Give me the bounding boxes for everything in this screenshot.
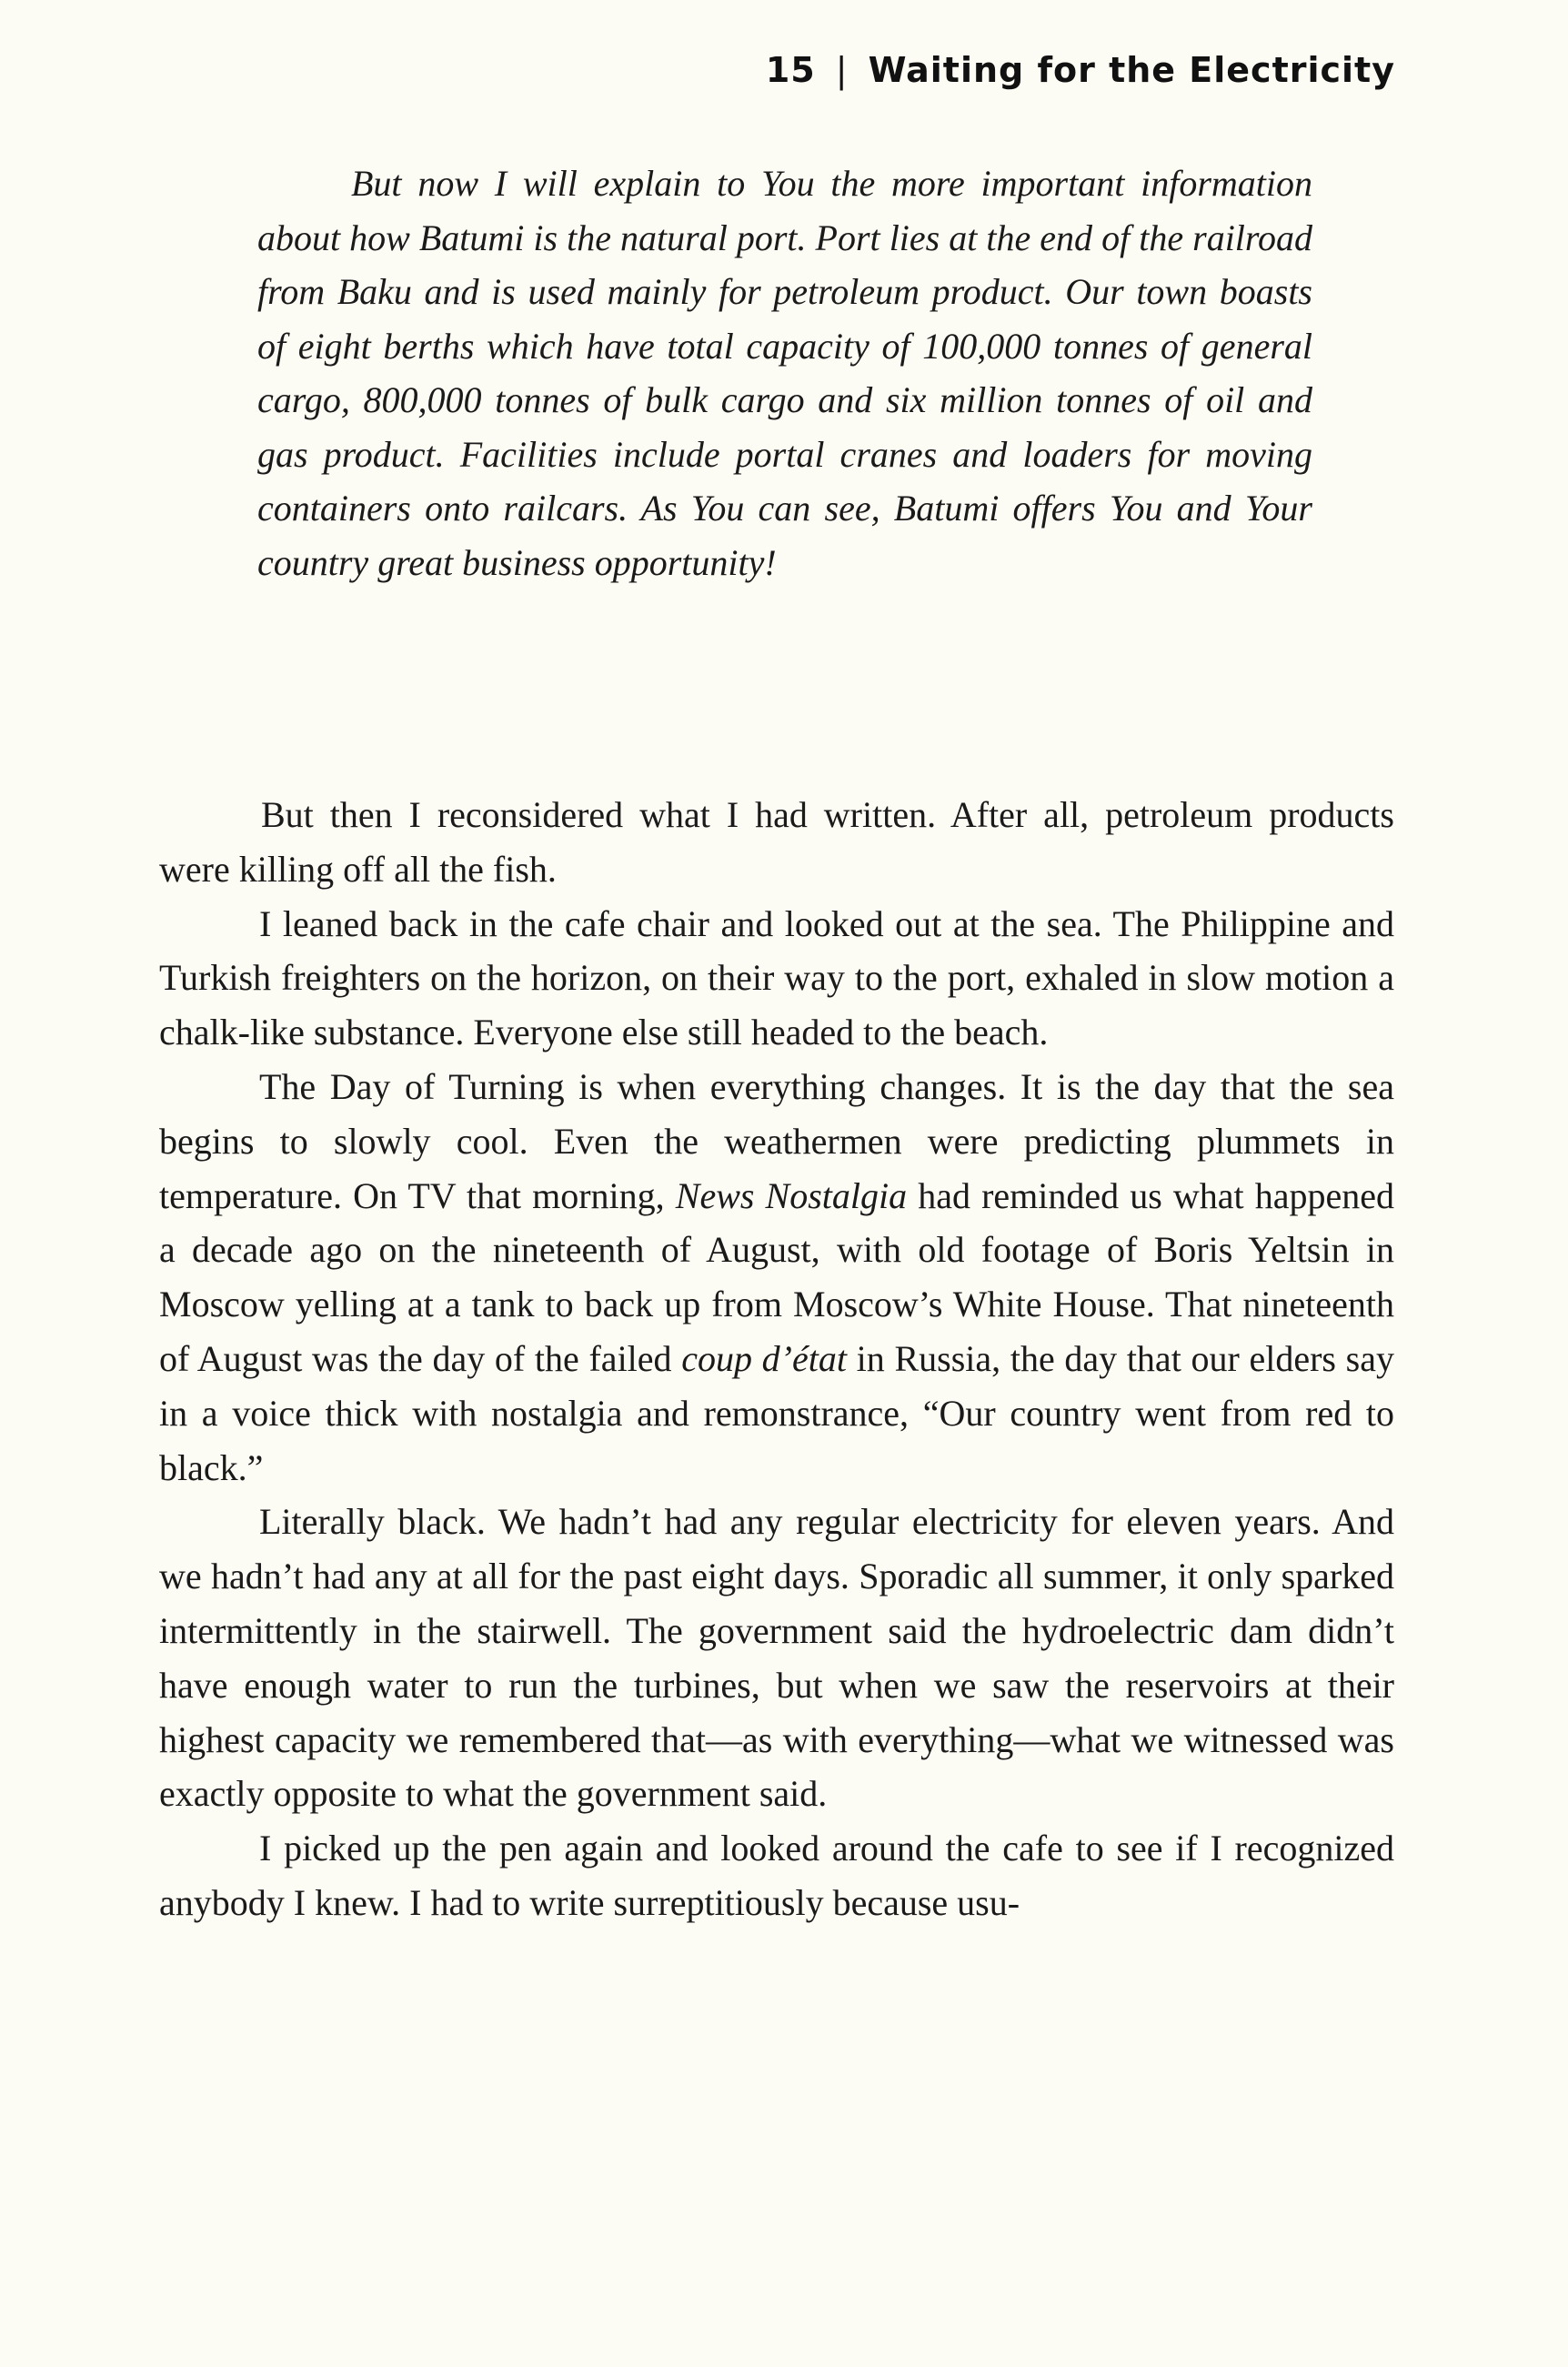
paragraph-3 [159,1060,1394,1495]
paragraph-1: But then I reconsidered what I had written. After all, petroleum products were killing off all the fish. [159,794,1394,890]
running-title: Waiting for the Electricity [868,50,1395,90]
paragraph-4: Literally black. We hadn’t had any regular electricity for eleven years. And we hadn’t had any at all for the past eight days. Sporadic all summer, it only sparked intermittently in the stairwell. The government said the hydroelectric dam didn’t have enough water to run the turbines, but when we saw the reservoirs at their highest capacity we remembered that—as with everything—what we witnessed was exactly opposite to what the government said. [159,1501,1394,1815]
letter-excerpt [257,156,1312,589]
coup-phrase: coup d’état [681,1337,847,1379]
paragraph-3-text-b: had reminded us what happened a decade ago on the nineteenth of August, with old footage of Boris Yeltsin in Moscow yelling at a tank to back up from Moscow’s White House. That nineteenth of August was the day of the failed [159,1174,1395,1379]
running-header [766,50,1395,90]
header-separator: | [835,50,849,90]
paragraph-3-text-a: The Day of Turning is when everything changes. It is the day that the sea begins to slowly cool. Even the weathermen were predicting plummets in temperature. On TV that morning, [159,1065,1394,1216]
page-number: 15 [765,50,816,90]
body-text [159,788,1394,1930]
paragraph-2: I leaned back in the cafe chair and looked out at the sea. The Philippine and Turkish freighters on the horizon, on their way to the port, exhaled in slow motion a chalk-like substance. Everyone else still headed to the beach. [159,902,1394,1053]
paragraph-3-text-c: in Russia, the day that our elders say in a voice thick with nostalgia and remonstrance, “Our country went from red to black.” [159,1337,1395,1488]
letter-paragraph: But now I will explain to You the more important information about how Batumi is the natural port. Port lies at the end of the railroad from Baku and is used mainly for petroleum product. Our town boasts of eight berths which have total capacity of 100,000 tonnes of general cargo, 800,000 tonnes of bulk cargo and six million tonnes of oil and gas product. Facilities include portal cranes and loaders for moving containers onto railcars. As You can see, Batumi offers You and Your country great business opportunity! [257,163,1312,583]
tv-show-title: News Nostalgia [675,1174,908,1216]
paragraph-5: I picked up the pen again and looked around the cafe to see if I recognized anybody I knew. I had to write surreptitiously because usu- [159,1828,1394,1923]
